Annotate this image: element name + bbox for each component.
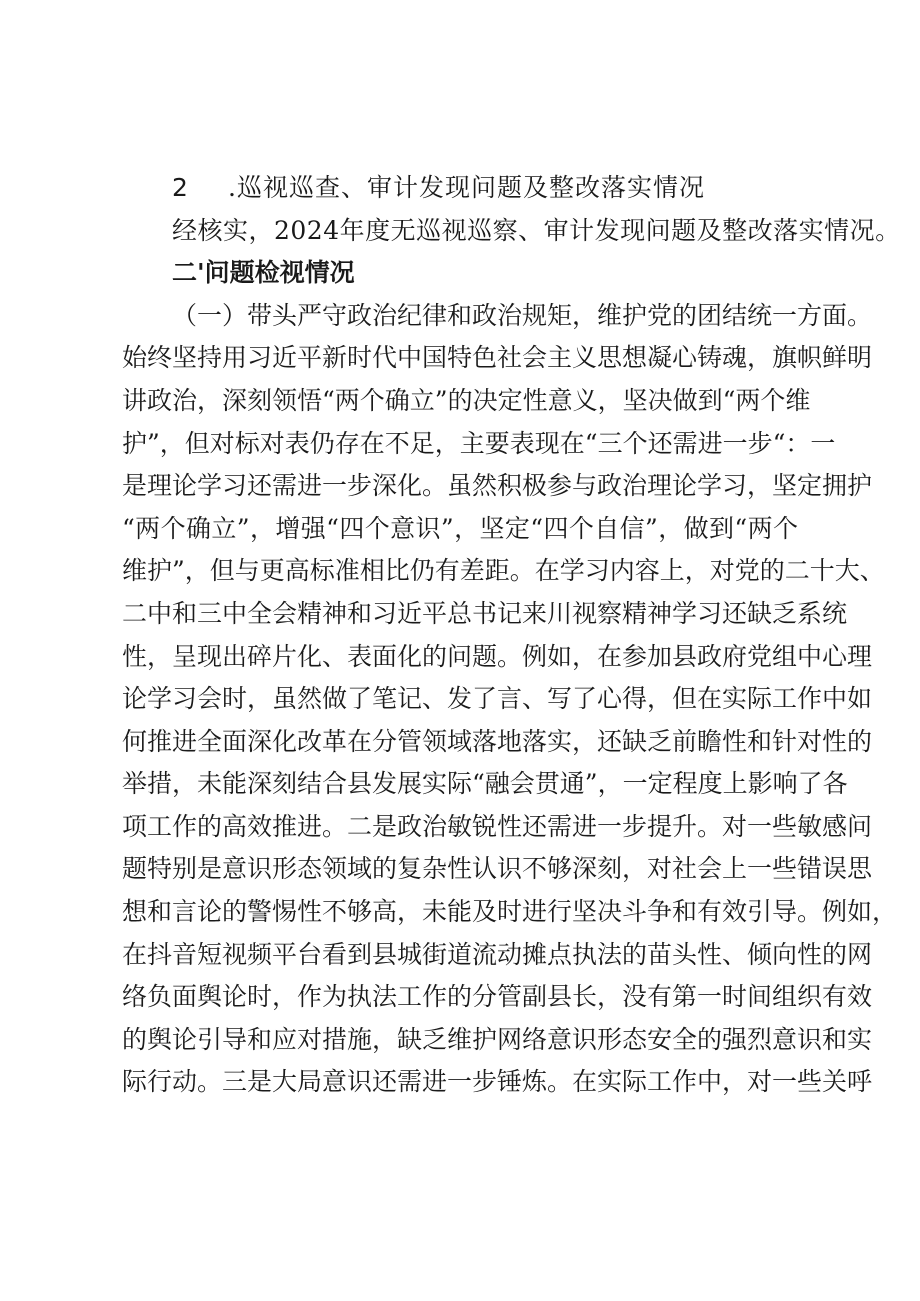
paragraph-line-10: 论学习会时，虽然做了笔记、发了言、写了心得，但在实际工作中如 xyxy=(122,684,873,713)
paragraph-line-3: 讲政治，深刻领悟“两个确立”的决定性意义，坚决做到“两个维 xyxy=(122,386,811,415)
verification-text: 经核实，2024年度无巡视巡察、审计发现问题及整改落实情况。 xyxy=(172,216,901,245)
paragraph-line-2: 始终坚持用习近平新时代中国特色社会主义思想凝心铸魂，旗帜鲜明 xyxy=(122,343,873,372)
paragraph-line-4: 护”，但对标对表仍存在不足，主要表现在“三个还需进一步“：一 xyxy=(122,429,836,458)
paragraph-line-8: 二中和三中全会精神和习近平总书记来川视察精神学习还缺乏系统 xyxy=(122,599,848,628)
paragraph-line-14: 题特别是意识形态领域的复杂性认识不够深刻，对社会上一些错误思 xyxy=(122,854,873,883)
paragraph-line-13: 项工作的高效推进。二是政治敏锐性还需进一步提升。对一些敏感问 xyxy=(122,812,873,841)
paragraph-line-1: （一）带头严守政治纪律和政治规矩，维护党的团结统一方面。 xyxy=(172,301,873,330)
heading-text: .巡视巡查、审计发现问题及整改落实情况 xyxy=(228,173,705,202)
paragraph-line-6: “两个确立”，增强“四个意识”，坚定“四个自信”，做到“两个 xyxy=(122,514,798,543)
paragraph-line-11: 何推进全面深化改革在分管领域落地落实，还缺乏前瞻性和针对性的 xyxy=(122,727,873,756)
paragraph-line-16: 在抖音短视频平台看到县城街道流动摊点执法的苗头性、倾向性的网 xyxy=(122,940,873,969)
paragraph-line-9: 性，呈现出碎片化、表面化的问题。例如，在参加县政府党组中心理 xyxy=(122,642,873,671)
paragraph-line-18: 的舆论引导和应对措施，缺乏维护网络意识形态安全的强烈意识和实 xyxy=(122,1025,873,1054)
paragraph-line-15: 想和言论的警惕性不够高，未能及时进行坚决斗争和有效引导。例如， xyxy=(122,897,898,926)
paragraph-line-12: 举措，未能深刻结合县发展实际“融会贯通”，一定程度上影响了各 xyxy=(122,769,848,798)
paragraph-line-17: 络负面舆论时，作为执法工作的分管副县长，没有第一时间组织有效 xyxy=(122,982,873,1011)
heading-number: 2 xyxy=(172,173,188,202)
paragraph-line-5: 是理论学习还需进一步深化。虽然积极参与政治理论学习，坚定拥护 xyxy=(122,471,873,500)
section-title: 二'问题检视情况 xyxy=(172,258,355,287)
paragraph-line-19: 际行动。三是大局意识还需进一步锤炼。在实际工作中，对一些关呼 xyxy=(122,1067,873,1096)
paragraph-line-7: 维护”，但与更高标准相比仍有差距。在学习内容上，对党的二十大、 xyxy=(122,556,885,585)
